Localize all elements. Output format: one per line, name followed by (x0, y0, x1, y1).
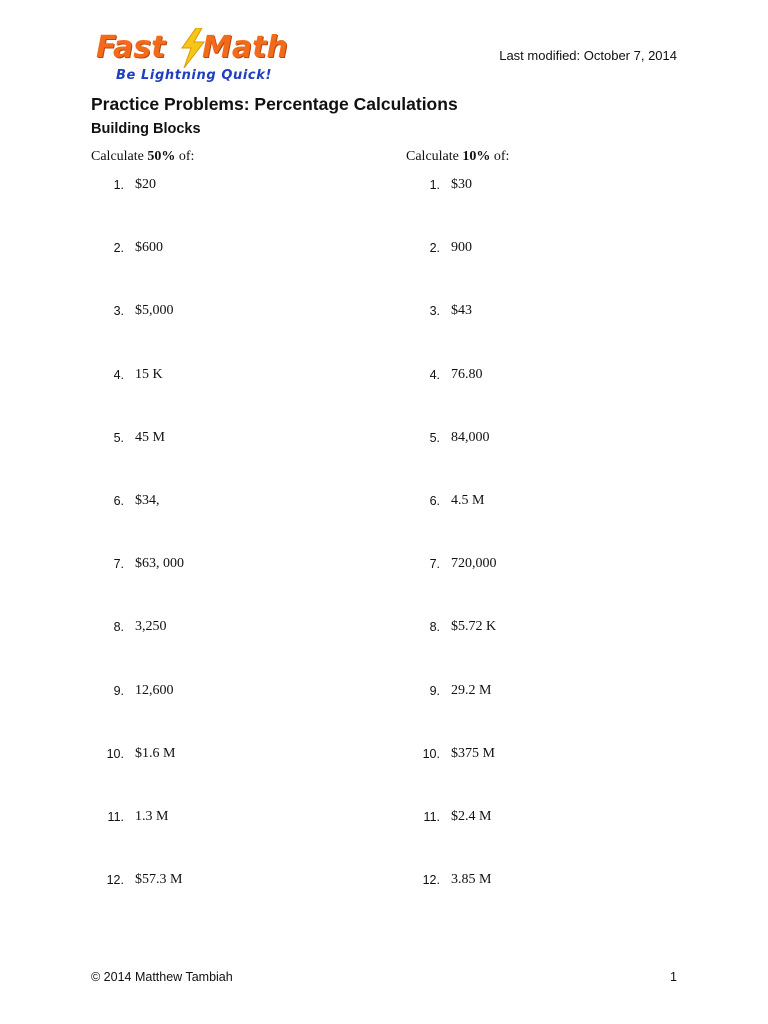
heading-percent: 50% (147, 149, 176, 164)
logo-tagline: Be Lightning Quick! (116, 68, 273, 83)
problem-value: 720,000 (451, 556, 497, 572)
problem-value: $57.3 M (135, 872, 183, 888)
problem-value: $1.6 M (135, 745, 176, 761)
problem-value: 3,250 (135, 619, 167, 635)
problem-number: 12. (422, 873, 440, 888)
problem-value: $600 (135, 240, 163, 256)
problem-value: 3.85 M (451, 872, 492, 888)
problem-value: $30 (451, 177, 472, 192)
problem-number: 9. (113, 683, 124, 698)
footer-copyright: © 2014 Matthew Tambiah (91, 970, 233, 984)
problem-number: 4. (429, 367, 440, 382)
section-subtitle: Building Blocks (91, 121, 201, 137)
problem-number: 7. (429, 557, 440, 572)
problem-value: $63, 000 (135, 556, 184, 572)
problem-value: 84,000 (451, 429, 490, 445)
left-column-heading (91, 149, 194, 165)
problem-number: 3. (429, 304, 440, 319)
problem-value: $20 (135, 177, 156, 192)
problem-value: 12,600 (135, 682, 174, 698)
footer-page-number: 1 (670, 970, 677, 984)
problem-value: 1.3 M (135, 808, 169, 824)
last-modified-date: Last modified: October 7, 2014 (499, 48, 677, 63)
problem-number: 2. (429, 241, 440, 256)
problem-number: 7. (113, 557, 124, 572)
problem-number: 10. (106, 746, 124, 761)
heading-prefix: Calculate (406, 149, 463, 164)
problem-number: 2. (113, 241, 124, 256)
problem-value: $2.4 M (451, 808, 492, 824)
problem-number: 8. (429, 620, 440, 635)
problem-number: 5. (429, 430, 440, 445)
problem-value: 45 M (135, 429, 165, 445)
right-column-heading (406, 149, 509, 165)
problem-value: 4.5 M (451, 492, 485, 508)
problem-value: 15 K (135, 366, 163, 382)
problem-number: 1. (113, 178, 124, 192)
problem-number: 9. (429, 683, 440, 698)
problem-value: 76.80 (451, 366, 483, 382)
logo-word-fast: Fast (96, 30, 166, 65)
problem-number: 5. (113, 430, 124, 445)
problem-number: 10. (422, 746, 440, 761)
problem-number: 11. (107, 809, 124, 824)
problem-number: 1. (429, 178, 440, 192)
problem-number: 3. (113, 304, 124, 319)
heading-percent: 10% (462, 149, 491, 164)
page-title: Practice Problems: Percentage Calculations (91, 94, 458, 114)
heading-suffix: of: (490, 149, 510, 164)
problem-number: 11. (423, 809, 440, 824)
heading-prefix: Calculate (91, 149, 148, 164)
logo-word-math: Math (202, 30, 288, 65)
fast-math-logo (92, 28, 288, 90)
problem-number: 8. (113, 620, 124, 635)
problem-value: $43 (451, 303, 472, 319)
problem-value: 900 (451, 240, 472, 256)
problem-number: 12. (106, 873, 124, 888)
problem-number: 4. (113, 367, 124, 382)
problem-value: $5.72 K (451, 619, 497, 635)
problem-value: $34, (135, 492, 160, 508)
problem-number: 6. (429, 493, 440, 508)
problem-value: 29.2 M (451, 682, 492, 698)
problem-number: 6. (113, 493, 124, 508)
heading-suffix: of: (175, 149, 195, 164)
problem-value: $5,000 (135, 303, 174, 319)
problem-value: $375 M (451, 745, 495, 761)
